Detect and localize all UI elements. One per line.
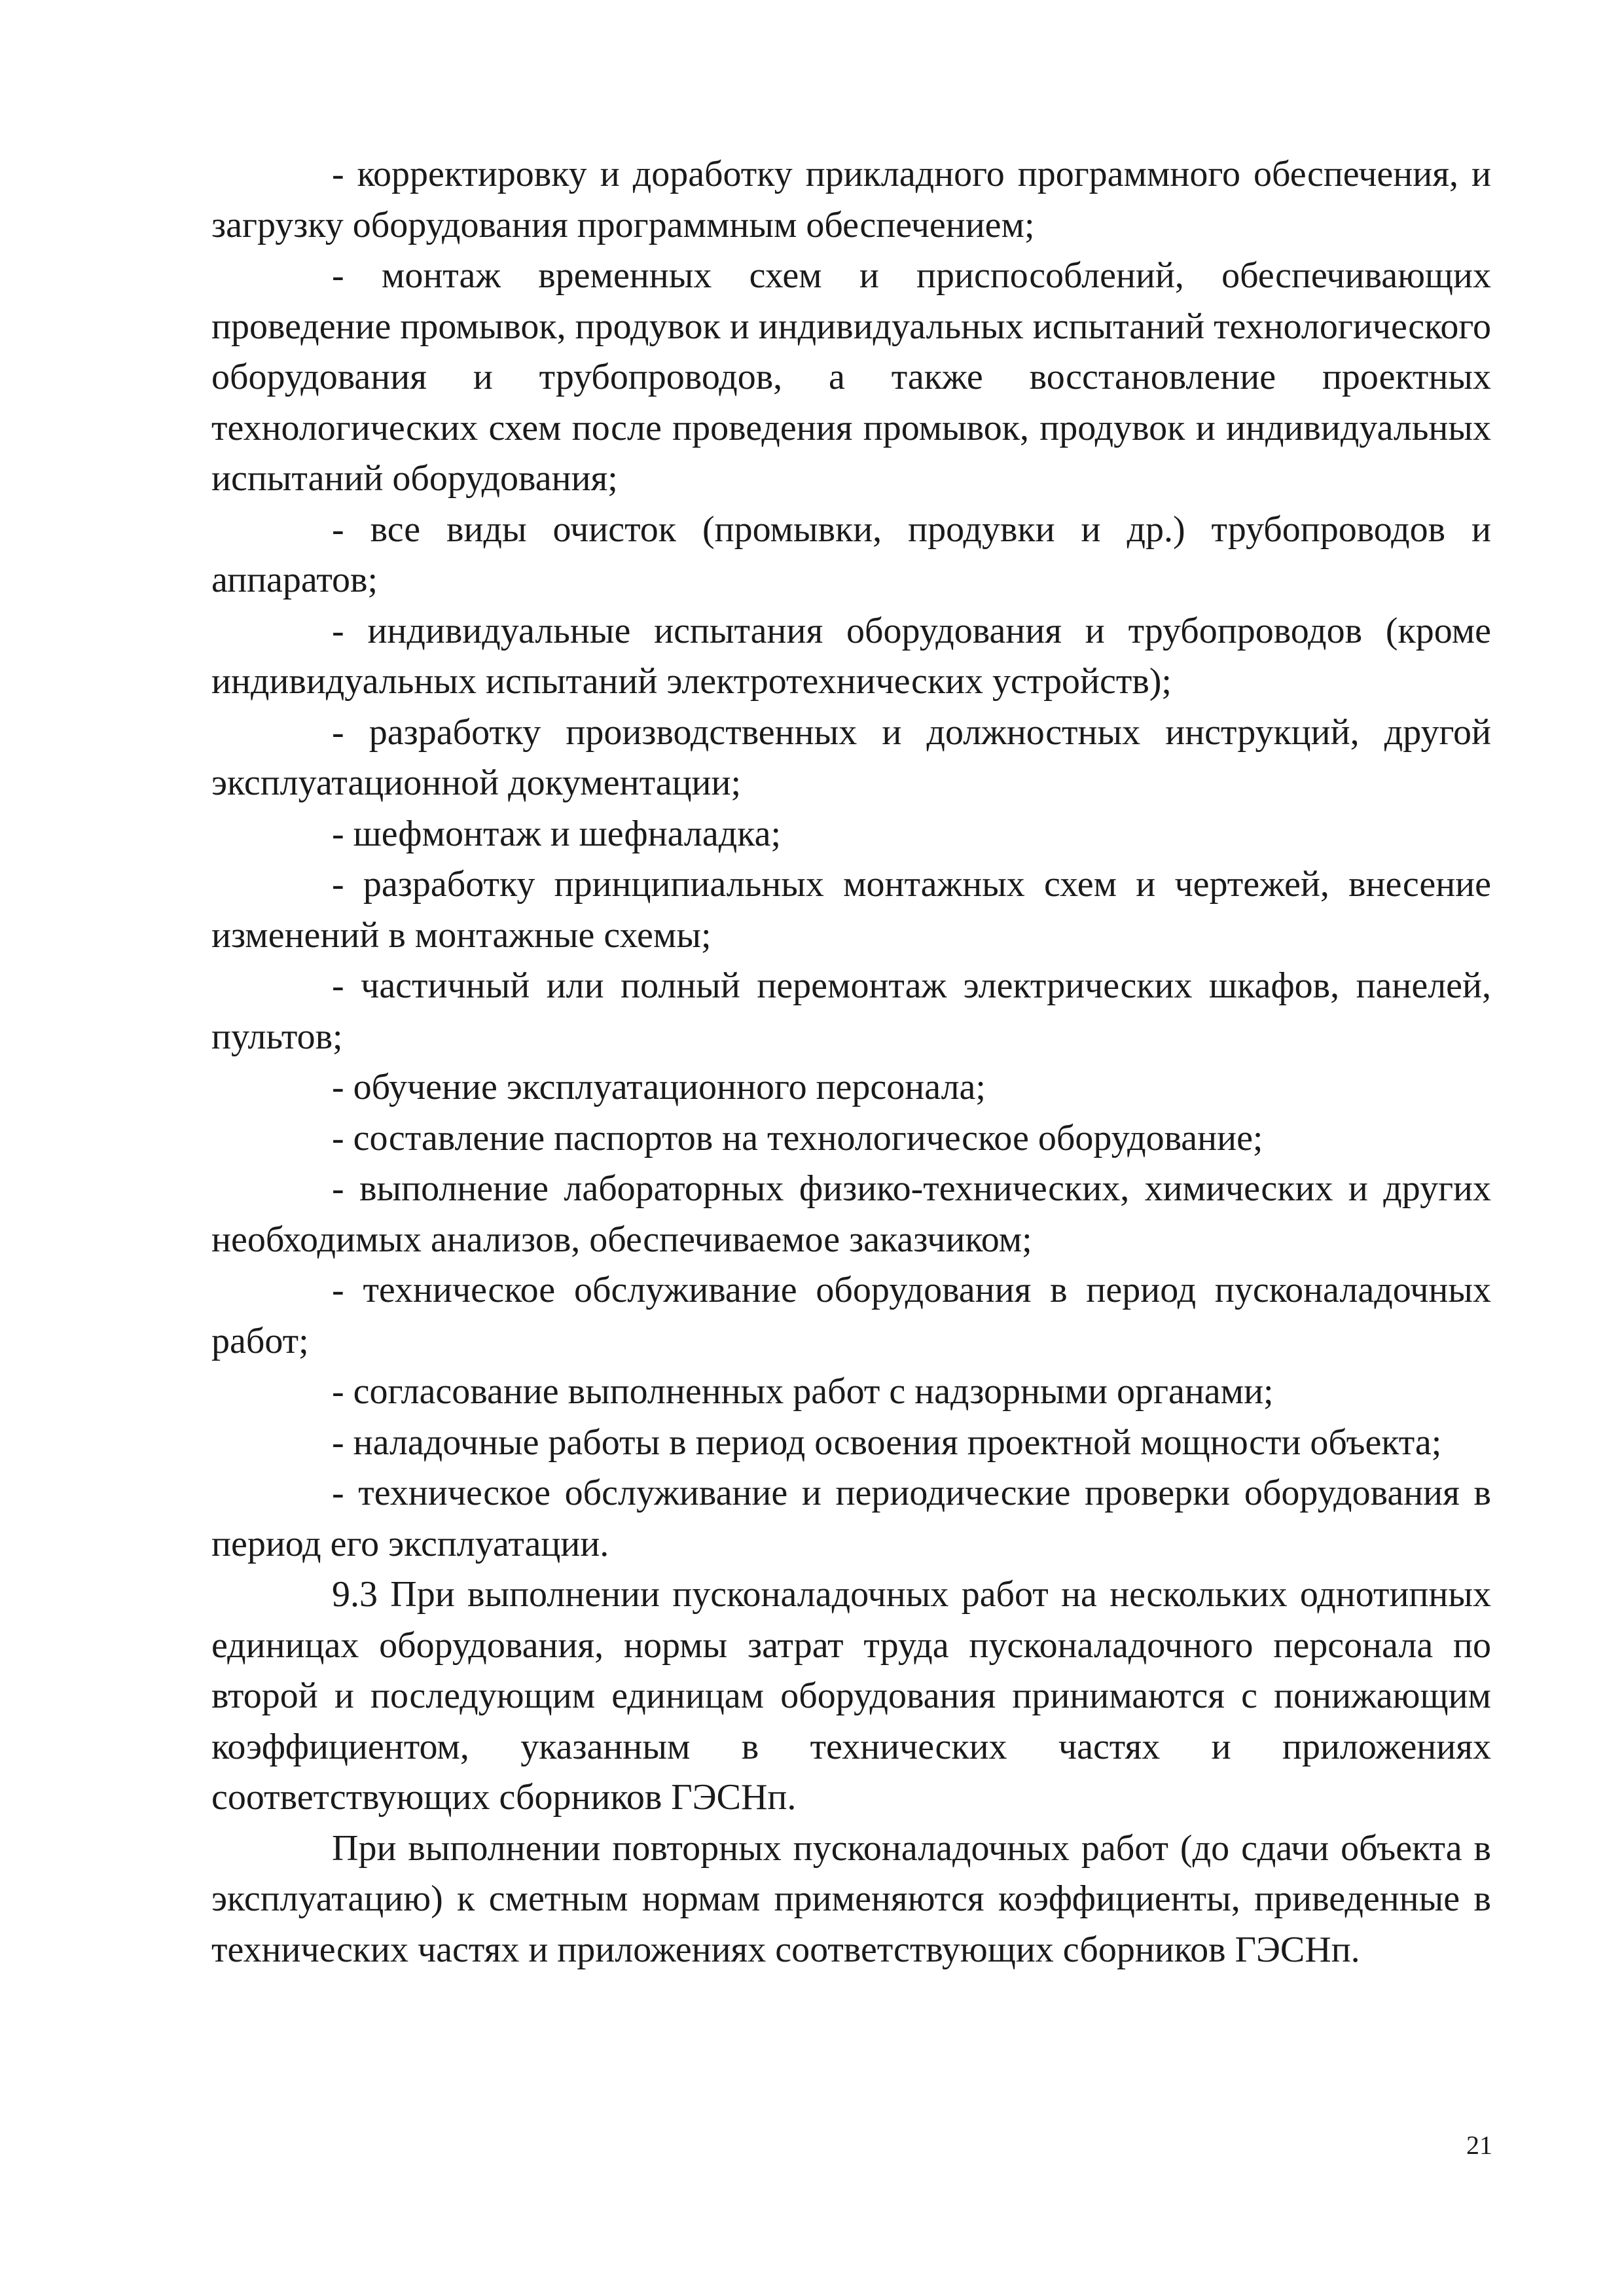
page-number: 21: [1466, 2130, 1492, 2160]
list-item-cleaning: - все виды очисток (промывки, продувки и др.) трубопроводов и аппаратов;: [211, 509, 1491, 600]
list-item-lab-analyses: - выполнение лабораторных физико-технических, химических и других необходимых анализов, обеспечиваемое заказчиком;: [211, 1168, 1491, 1260]
list-item-supervision: - шефмонтаж и шефналадка;: [332, 813, 781, 854]
list-item-instructions: - разработку производственных и должностных инструкций, другой эксплуатационной документации;: [211, 711, 1491, 803]
clause-repeated-works: При выполнении повторных пусконаладочных работ (до сдачи объекта в эксплуатацию) к сметным нормам применяются коэффициенты, приведенные в технических частях и приложениях соответствующих сборников ГЭСНп.: [211, 1827, 1491, 1970]
list-item-training: - обучение эксплуатационного персонала;: [332, 1067, 986, 1107]
list-item-software-correction: - корректировку и доработку прикладного программного обеспечения, и загрузку оборудования программным обеспечением;: [211, 154, 1491, 245]
list-item-periodic-checks: - техническое обслуживание и периодические проверки оборудования в период его эксплуатации.: [211, 1473, 1491, 1564]
page-body: [211, 149, 1491, 1975]
list-item-remounting: - частичный или полный перемонтаж электрических шкафов, панелей, пультов;: [211, 965, 1491, 1057]
list-item-passports: - составление паспортов на технологическое оборудование;: [332, 1117, 1263, 1158]
list-item-schematics: - разработку принципиальных монтажных схем и чертежей, внесение изменений в монтажные схемы;: [211, 864, 1491, 956]
clause-9-3: 9.3 При выполнении пусконаладочных работ на нескольких однотипных единицах оборудования, нормы затрат труда пусконаладочного персонала по второй и последующим единицам оборудования принимаются с понижающим коэффициентом, указанным в технических частях и приложениях соответствующих сборников ГЭСНп.: [211, 1574, 1491, 1818]
list-item-capacity-tuning: - наладочные работы в период освоения проектной мощности объекта;: [332, 1422, 1442, 1463]
list-item-approval: - согласование выполненных работ с надзорными органами;: [332, 1371, 1274, 1412]
list-item-individual-tests: - индивидуальные испытания оборудования и трубопроводов (кроме индивидуальных испытаний электротехнических устройств);: [211, 610, 1491, 702]
list-item-temporary-schemes: - монтаж временных схем и приспособлений, обеспечивающих проведение промывок, продувок и индивидуальных испытаний технологического оборудования и трубопроводов, а также восстановление проектных технологических схем после проведения промывок, продувок и индивидуальных испытаний оборудования;: [211, 255, 1491, 499]
list-item-maintenance: - техническое обслуживание оборудования в период пусконаладочных работ;: [211, 1270, 1491, 1361]
